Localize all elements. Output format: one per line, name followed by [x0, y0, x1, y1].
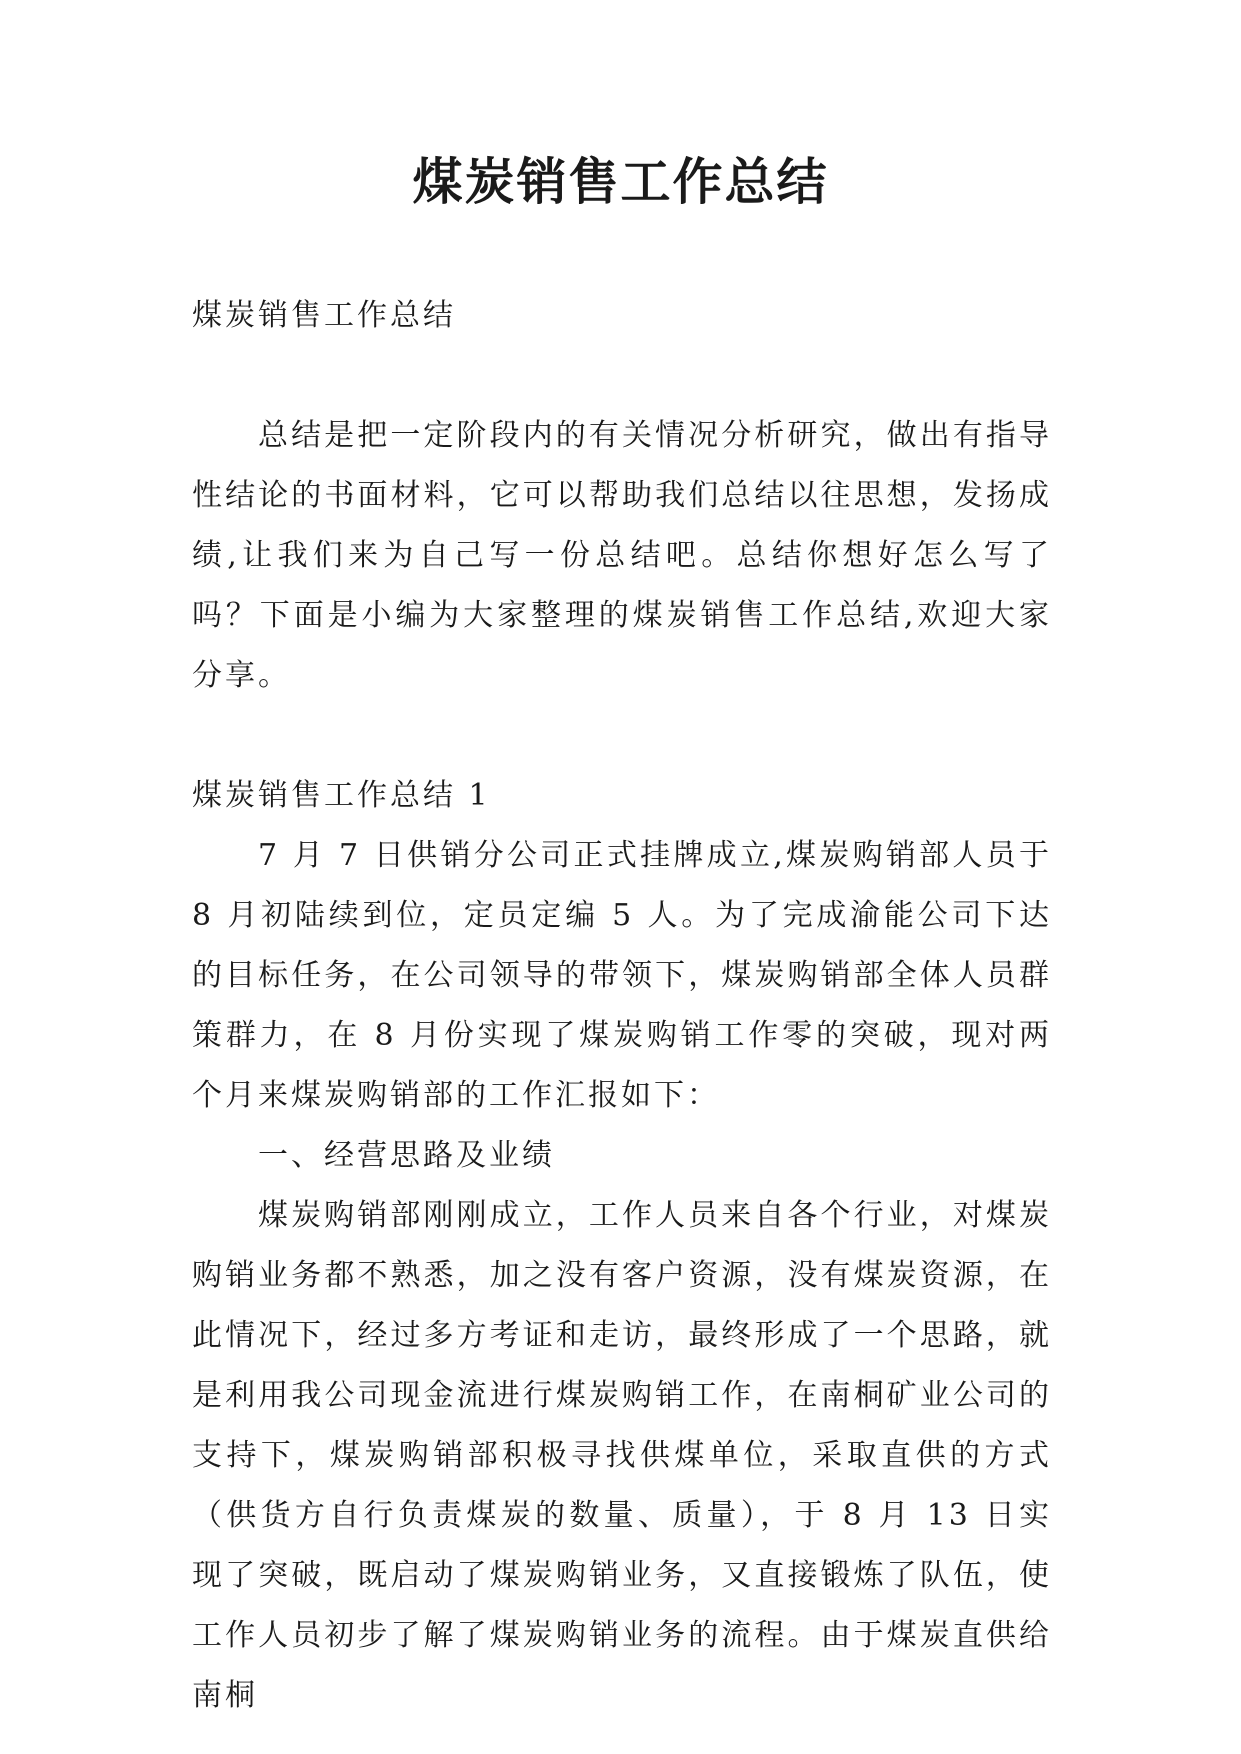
- document-body: [192, 286, 1052, 1726]
- section-heading: 一、经营思路及业绩: [258, 1138, 555, 1173]
- intro-paragraph: 总结是把一定阶段内的有关情况分析研究，做出有指导性结论的书面材料，它可以帮助我们总结以往思想，发扬成绩,让我们来为自己写一份总结吧。总结你想好怎么写了吗？下面是小编为大家整理的煤炭销售工作总结,欢迎大家分享。: [192, 418, 1052, 693]
- document-title: 煤炭销售工作总结: [412, 152, 829, 211]
- body-paragraph: 7 月 7 日供销分公司正式挂牌成立,煤炭购销部人员于 8 月初陆续到位，定员定编 5 人。为了完成渝能公司下达的目标任务，在公司领导的带领下，煤炭购销部全体人员群策群力，在 8 月份实现了煤炭购销工作零的突破，现对两个月来煤炭购销部的工作汇报如下：: [192, 838, 1052, 1113]
- section-title: 煤炭销售工作总结 1: [192, 778, 491, 813]
- document-subtitle: 煤炭销售工作总结: [192, 298, 456, 333]
- body-paragraph: 煤炭购销部刚刚成立，工作人员来自各个行业，对煤炭购销业务都不熟悉，加之没有客户资源，没有煤炭资源，在此情况下，经过多方考证和走访，最终形成了一个思路，就是利用我公司现金流进行煤炭购销工作，在南桐矿业公司的支持下，煤炭购销部积极寻找供煤单位，采取直供的方式（供货方自行负责煤炭的数量、质量），于 8 月 13 日实现了突破，既启动了煤炭购销业务，又直接锻炼了队伍，使工作人员初步了解了煤炭购销业务的流程。由于煤炭直供给南桐: [192, 1198, 1052, 1713]
